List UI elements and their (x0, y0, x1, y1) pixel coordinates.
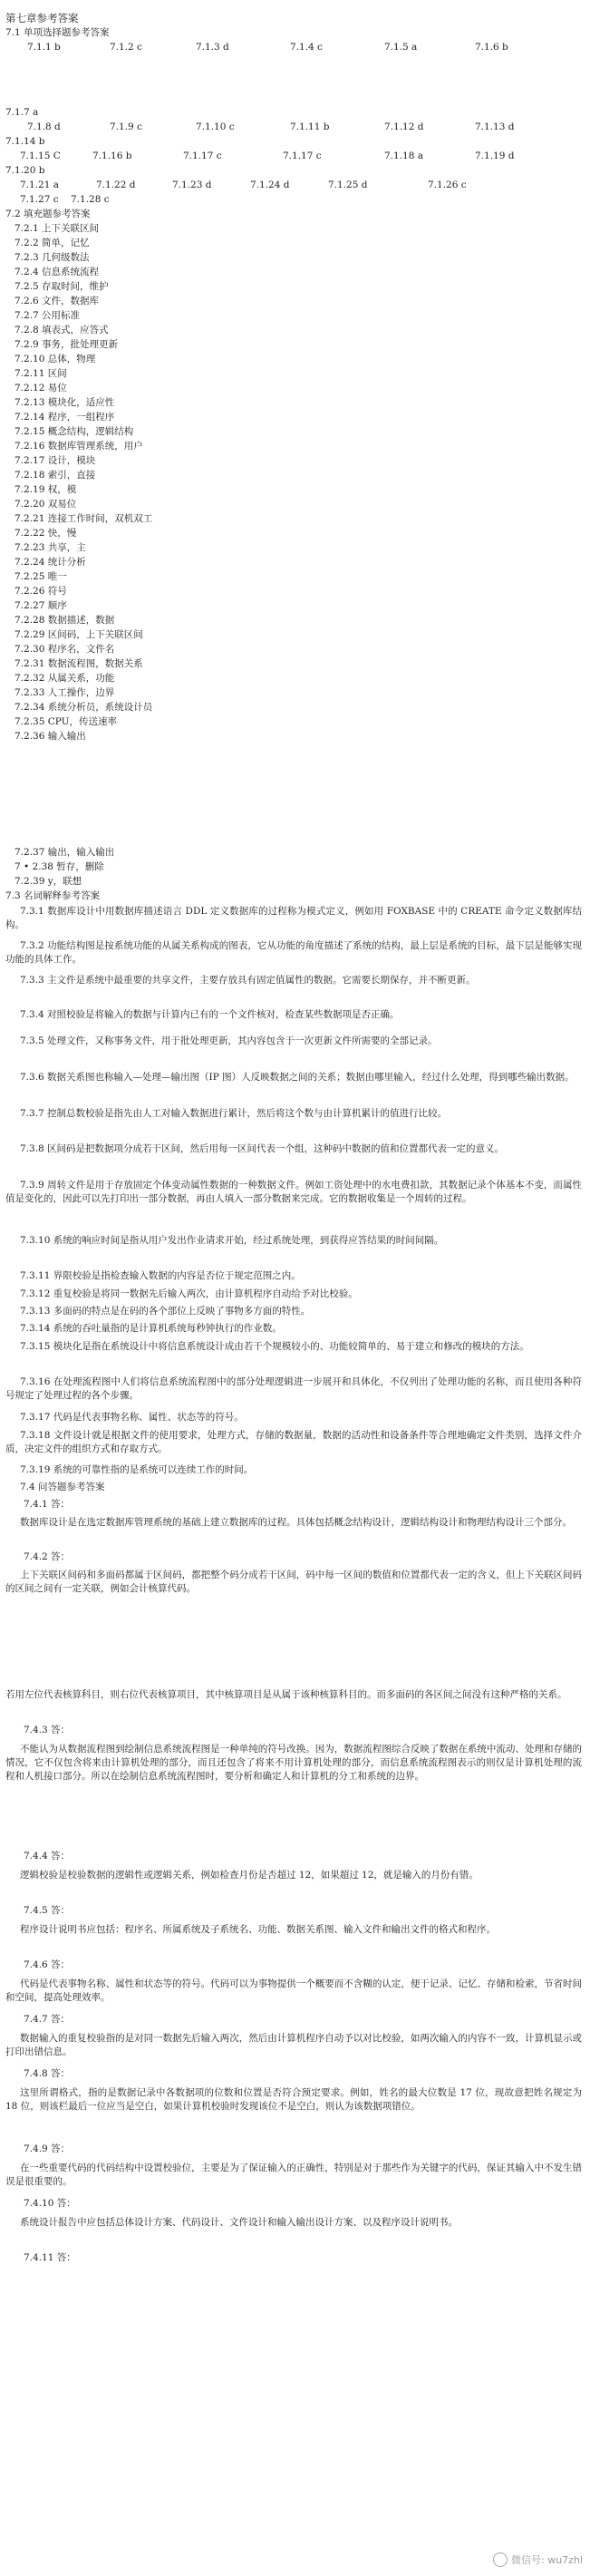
answer-item: 7.1.11 b (290, 122, 330, 132)
question-label: 7.4.8 答： (24, 2068, 71, 2079)
question-answer: 数据输入的重复校验指的是对同一数据先后输入两次，然后由计算机程序自动予以对比校验，如两次输入的内容不一致，计算机显示或打印出错信息。 (5, 2033, 582, 2057)
term-answer: 7.3.11 界限校验是指检查输入数据的内容是否位于规定范围之内。 (20, 1270, 301, 1281)
answer-item: 7.1.27 c (20, 194, 59, 205)
term-answer: 7.3.3 主文件是系统中最重要的共享文件，主要存放具有固定值属性的数据。它需要长期保存，并不断更新。 (20, 975, 476, 986)
answer-item: 7.1.23 d (172, 180, 212, 190)
fill-item: 7.2.9 事务，批处理更新 (15, 339, 119, 350)
wechat-icon (493, 2552, 508, 2567)
question-answer: 这里所谓格式，指的是数据记录中各数据项的位数和位置是否符合预定要求。例如，姓名的最大位数是 17 位，现故意把姓名规定为 18 位，则该栏最后一位应当是空白，如果计算机校验时发现该位不是空白，则认为该数据项错位。 (5, 2087, 582, 2112)
fill-item: 7.2.12 易位 (15, 383, 67, 394)
answer-item: 7.1.16 b (92, 151, 132, 161)
fill-item: 7.2.8 填表式，应答式 (15, 325, 109, 335)
fill-item: 7.2.35 CPU，传送速率 (15, 716, 117, 727)
fill-item: 7.2.32 从属关系，功能 (15, 673, 115, 684)
fill-item: 7.2.7 公用标准 (15, 310, 81, 321)
question-label: 7.4.9 答： (24, 2143, 71, 2154)
answer-row (5, 42, 585, 53)
fill-item: 7.2.25 唯一 (15, 571, 67, 582)
question-answer: 数据库设计是在选定数据库管理系统的基础上建立数据库的过程。具体包括概念结构设计，逻辑结构设计和物理结构设计三个部分。 (20, 1517, 572, 1528)
fill-item: 7.2.5 存取时间，维护 (15, 281, 109, 292)
watermark (493, 2552, 583, 2567)
answer-item: 7.1.17 c (283, 151, 322, 161)
answer-row (5, 151, 585, 162)
term-answer: 7.3.8 区间码是把数据项分成若干区间，然后用每一区间代表一个组，这种码中数据的值和位置都代表一定的意义。 (20, 1143, 505, 1154)
answer-item: 7.1.24 d (250, 180, 290, 190)
question-answer: 上下关联区间码和多面码都属于区间码，都把整个码分成若干区间，码中每一区间的数值和位置都代表一定的含义，但上下关联区间码的区间之间有一定关联，例如会计核算代码。 (5, 1570, 582, 1594)
section-7-2-heading: 7.2 填充题参考答案 (5, 209, 91, 219)
section-7-4-heading: 7.4 问答题参考答案 (20, 1482, 105, 1492)
question-label: 7.4.11 答： (24, 2252, 76, 2263)
fill-item: 7.2.39 y，联想 (15, 876, 82, 887)
answer-item: 7.1.13 d (475, 122, 515, 132)
fill-item: 7.2.20 双易位 (15, 499, 77, 510)
fill-item: 7.2.6 文件，数据库 (15, 296, 100, 306)
answer-item: 7.1.6 b (475, 42, 508, 53)
term-answer: 7.3.19 系统的可靠性指的是系统可以连续工作的时间。 (20, 1464, 254, 1475)
answer-item: 7.1.12 d (384, 122, 424, 132)
answer-item: 7.1.10 c (196, 122, 235, 132)
answer-item: 7.1.4 c (290, 42, 323, 53)
question-answer-continued: 若用左位代表核算科目，则右位代表核算项目，其中核算项目是从属于该种核算科目的。而多面码的各区间之间没有这种严格的关系。 (5, 1689, 567, 1700)
answer-item: 7.1.15 C (20, 151, 61, 161)
fill-item: 7.2.24 统计分析 (15, 557, 86, 568)
answer-item: 7.1.2 c (110, 42, 142, 53)
question-answer: 不能认为从数据流程图到绘制信息系统流程图是一种单纯的符号改换。因为，数据流程图综合反映了数据在系统中流动、处理和存储的情况，它不仅包含将来由计算机处理的部分，而且还包含了将来不用计算机处理的部分，而信息系统流程图表示的则仅是计算机处理的流程和人机接口部分。所以在绘制信息系统流程图时，要分析和确定人和计算机的分工和系统的边界。 (5, 1744, 582, 1782)
fill-item: 7.2.16 数据库管理系统，用户 (15, 441, 143, 452)
term-answer: 7.3.7 控制总数校验是指先由人工对输入数据进行累计，然后将这个数与由计算机累计的值进行比较。 (20, 1108, 448, 1119)
fill-item: 7.2.23 共享，主 (15, 542, 86, 553)
question-label: 7.4.6 答： (24, 1959, 71, 1970)
question-answer: 逻辑校验是校验数据的逻辑性或逻辑关系，例如检查月份是否超过 12，如果超过 12，就是输入的月份有错。 (20, 1870, 479, 1881)
fill-item: 7.2.13 模块化，适应性 (15, 397, 115, 408)
term-answer: 7.3.6 数据关系图也称输入—处理—输出图（IP 图）人反映数据之间的关系；数据由哪里输入，经过什么处理，得到哪些输出数据。 (20, 1072, 575, 1083)
answer-item: 7.1.1 b (27, 42, 61, 53)
term-answer: 7.3.10 系统的响应时间是指从用户发出作业请求开始，经过系统处理，到获得应答结果的时间间隔。 (20, 1235, 444, 1246)
question-label: 7.4.7 答： (24, 2014, 71, 2025)
answer-row (5, 180, 585, 191)
answer-item: 7.1.28 c (71, 194, 110, 205)
question-answer: 代码是代表事物名称、属性和状态等的符号。代码可以为事物提供一个概要而不含糊的认定，便于记录、记忆、存储和检索，节省时间和空间，提高处理效率。 (5, 1978, 582, 2003)
fill-item: 7.2.11 区间 (15, 368, 67, 379)
answer-item: 7.1.22 d (96, 180, 136, 190)
answer-item: 7.1.20 b (5, 165, 45, 176)
fill-item: 7.2.36 输入输出 (15, 731, 86, 742)
answer-item: 7.1.18 a (384, 151, 423, 161)
fill-item: 7.2.1 上下关联区间 (15, 223, 100, 234)
answer-item: 7.1.8 d (27, 122, 61, 132)
fill-item: 7.2.27 顺序 (15, 600, 67, 611)
question-answer: 程序设计说明书应包括：程序名、所属系统及子系统名、功能、数据关系图、输入文件和输出文件的格式和程序。 (20, 1924, 496, 1935)
answer-item: 7.1.19 d (475, 151, 515, 161)
fill-item: 7.2.3 几何级数法 (15, 252, 90, 263)
fill-item: 7.2.30 程序名，文件名 (15, 644, 115, 655)
chapter-title: 第七章参考答案 (5, 12, 79, 24)
section-7-1-heading: 7.1 单项选择题参考答案 (5, 27, 110, 38)
answer-item: 7.1.9 c (110, 122, 142, 132)
question-answer: 在一些重要代码的代码结构中设置校验位，主要是为了保证输入的正确性，特别是对于那些作为关键字的代码，保证其输入中不发生错误是很重要的。 (5, 2163, 582, 2187)
fill-item: 7.2.34 系统分析员，系统设计员 (15, 702, 153, 713)
answer-item: 7.1.7 a (5, 107, 39, 118)
fill-item: 7.2.21 连接工作时间，双机双工 (15, 513, 153, 524)
term-answer: 7.3.5 处理文件，又称事务文件，用于批处理更新，其内容包含于一次更新文件所需要的全部记录。 (20, 1035, 438, 1046)
answer-item: 7.1.14 b (5, 136, 45, 147)
answer-item: 7.1.3 d (196, 42, 229, 53)
fill-item: 7.2.18 索引，直接 (15, 470, 96, 481)
term-answer: 7.3.18 文件设计就是根据文件的使用要求，处理方式，存储的数据量，数据的活动性和设备条件等合理地确定文件类别，选择文件介质，决定文件的组织方式和存取方式。 (5, 1430, 582, 1454)
watermark-text: 微信号: wu7zhl (511, 2554, 583, 2566)
answer-item: 7.1.5 a (384, 42, 418, 53)
term-answer: 7.3.14 系统的吞吐量指的是计算机系统每秒钟执行的作业数。 (20, 1323, 282, 1334)
fill-item: 7.2.14 程序，一组程序 (15, 412, 115, 423)
answer-item: 7.1.26 c (428, 180, 467, 190)
term-answer: 7.3.17 代码是代表事物名称、属性、状态等的符号。 (20, 1412, 244, 1423)
answer-row (5, 122, 585, 133)
term-answer: 7.3.4 对照校验是将输入的数据与计算内已有的一个文件核对，检查某些数据项是否正确。 (20, 1009, 400, 1020)
question-answer: 系统设计报告中应包括总体设计方案、代码设计、文件设计和输入输出设计方案、以及程序设计说明书。 (20, 2217, 458, 2228)
section-7-3-heading: 7.3 名词解释参考答案 (5, 890, 101, 901)
fill-item: 7.2.26 符号 (15, 586, 67, 597)
term-answer: 7.3.1 数据库设计中用数据库描述语言 DDL 定义数据库的过程称为模式定义，例如用 FOXBASE 中的 CREATE 命令定义数据库结构。 (5, 906, 582, 930)
fill-item: 7.2.22 快，慢 (15, 528, 77, 539)
term-answer: 7.3.16 在处理流程图中人们将信息系统流程图中的部分处理逻辑进一步展开和具体化，不仅列出了处理功能的名称，而且使用各种符号规定了处理过程的各个步骤。 (5, 1376, 582, 1401)
question-label: 7.4.2 答： (24, 1551, 71, 1562)
answer-item: 7.1.25 d (328, 180, 368, 190)
fill-item: 7.2.28 数据描述，数据 (15, 615, 115, 626)
fill-item: 7.2.10 总体，物理 (15, 354, 96, 365)
term-answer: 7.3.13 多面码的特点是在码的各个部位上反映了事物多方面的特性。 (20, 1306, 311, 1317)
answer-row (5, 194, 585, 206)
fill-item: 7.2.31 数据流程图，数据关系 (15, 658, 143, 669)
answer-item: 7.1.17 c (183, 151, 222, 161)
fill-item: 7.2.2 简单，记忆 (15, 238, 90, 248)
fill-item: 7 • 2.38 暂存，删除 (15, 861, 104, 872)
question-label: 7.4.5 答： (24, 1905, 71, 1916)
question-label: 7.4.1 答： (24, 1499, 71, 1510)
term-answer: 7.3.12 重复校验是将同一数据先后输入两次，由计算机程序自动给予对比校验。 (20, 1288, 358, 1299)
question-label: 7.4.3 答： (24, 1725, 71, 1735)
fill-item: 7.2.19 权，模 (15, 484, 77, 495)
fill-item: 7.2.4 信息系统流程 (15, 267, 100, 277)
term-answer: 7.3.15 模块化是指在系统设计中将信息系统设计成由若干个规模较小的、功能较简单的、易于建立和修改的模块的方法。 (20, 1341, 529, 1352)
fill-item: 7.2.15 概念结构，逻辑结构 (15, 426, 134, 437)
term-answer: 7.3.9 周转文件是用于存放固定个体变动属性数据的一种数据文件。例如工资处理中的水电费扣款，其数据记录个体基本不变，而属性值是变化的，因此可以先打印出一部分数据，再由人填入一部分数据来完成。它的数据收集是一个周转的过程。 (5, 1180, 582, 1204)
fill-item: 7.2.33 人工操作，边界 (15, 687, 115, 698)
question-label: 7.4.10 答： (24, 2198, 76, 2209)
fill-item: 7.2.37 输出，输入输出 (15, 847, 115, 858)
answer-item: 7.1.21 a (20, 180, 59, 190)
question-label: 7.4.4 答： (24, 1851, 71, 1862)
fill-item: 7.2.17 设计，模块 (15, 455, 96, 466)
term-answer: 7.3.2 功能结构图是按系统功能的从属关系构成的图表，它从功能的角度描述了系统的结构，最上层是系统的目标，最下层是能够实现功能的具体工作。 (5, 940, 582, 965)
fill-item: 7.2.29 区间码，上下关联区间 (15, 629, 143, 640)
